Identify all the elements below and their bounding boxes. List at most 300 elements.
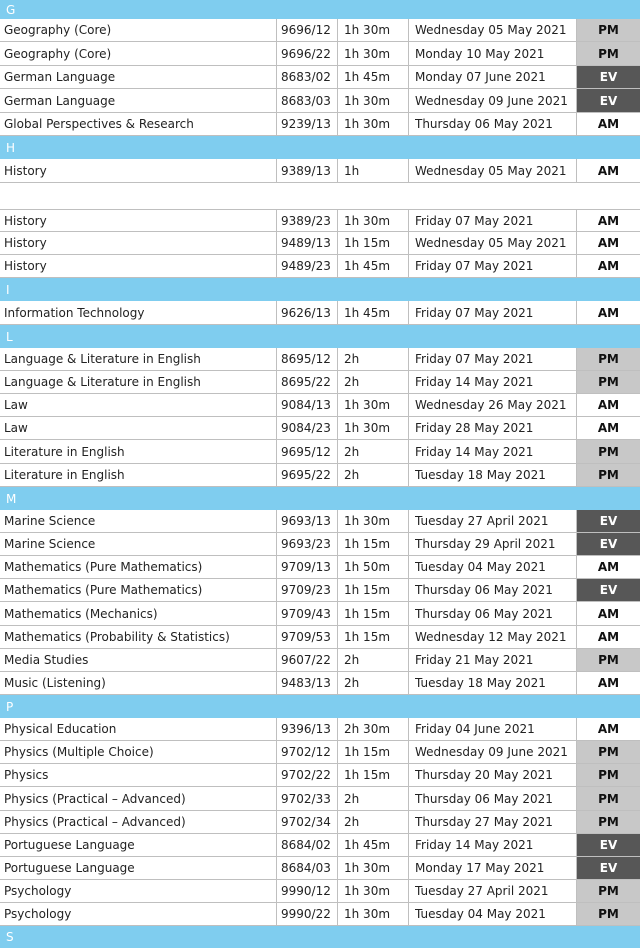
session-badge: PM — [577, 649, 640, 671]
duration-cell: 1h 30m — [344, 213, 391, 228]
date-cell: Thursday 20 May 2021 — [415, 768, 553, 782]
column-divider — [408, 834, 409, 856]
subject-cell: Law — [4, 398, 28, 412]
column-divider — [276, 159, 277, 182]
session-badge: EV — [577, 66, 640, 88]
column-divider — [408, 371, 409, 393]
subject-cell: Media Studies — [4, 653, 89, 667]
subject-cell: Physical Education — [4, 722, 117, 736]
table-row — [0, 764, 640, 787]
column-divider — [337, 880, 338, 902]
subject-cell: Music (Listening) — [4, 676, 106, 690]
column-divider — [337, 857, 338, 879]
duration-cell: 1h 45m — [344, 838, 391, 852]
column-divider — [276, 19, 277, 41]
subject-cell: History — [4, 213, 47, 228]
date-cell: Friday 07 May 2021 — [415, 213, 534, 228]
table-row — [0, 209, 640, 232]
subject-cell: Marine Science — [4, 537, 96, 551]
date-cell: Friday 07 May 2021 — [415, 305, 534, 320]
column-divider — [276, 440, 277, 463]
session-badge: AM — [577, 255, 640, 277]
date-cell: Thursday 06 May 2021 — [415, 606, 553, 621]
code-cell: 9695/12 — [281, 444, 331, 459]
section-header-h — [0, 136, 640, 159]
table-row — [0, 718, 640, 741]
table-row — [0, 903, 640, 926]
column-divider — [276, 811, 277, 833]
column-divider — [337, 903, 338, 925]
code-cell: 9239/13 — [281, 117, 331, 131]
table-row — [0, 787, 640, 811]
column-divider — [408, 19, 409, 41]
table-row — [0, 89, 640, 113]
column-divider — [276, 533, 277, 555]
session-badge: EV — [577, 89, 640, 112]
table-row — [0, 602, 640, 626]
section-header-l — [0, 325, 640, 348]
table-row — [0, 348, 640, 371]
session-badge: AM — [577, 602, 640, 625]
table-row — [0, 464, 640, 487]
table-row — [0, 19, 640, 42]
column-divider — [408, 880, 409, 902]
date-cell: Monday 10 May 2021 — [415, 46, 545, 61]
column-divider — [276, 857, 277, 879]
column-divider — [337, 811, 338, 833]
column-divider — [337, 159, 338, 182]
code-cell: 9607/22 — [281, 653, 331, 667]
subject-cell: German Language — [4, 70, 116, 84]
date-cell: Tuesday 27 April 2021 — [415, 884, 549, 898]
table-row — [0, 649, 640, 672]
duration-cell: 1h 30m — [344, 514, 391, 528]
date-cell: Friday 28 May 2021 — [415, 421, 534, 435]
session-badge: AM — [577, 232, 640, 254]
column-divider — [337, 440, 338, 463]
code-cell: 9702/34 — [281, 815, 331, 829]
column-divider — [408, 113, 409, 135]
subject-cell: Physics (Practical – Advanced) — [4, 791, 186, 806]
table-row — [0, 880, 640, 903]
column-divider — [337, 649, 338, 671]
duration-cell: 1h 50m — [344, 560, 391, 574]
date-cell: Wednesday 12 May 2021 — [415, 630, 567, 644]
subject-cell: Information Technology — [4, 305, 145, 320]
section-letter: L — [6, 329, 13, 344]
subject-cell: Psychology — [4, 907, 72, 921]
session-badge: AM — [577, 113, 640, 135]
subject-cell: Mathematics (Pure Mathematics) — [4, 560, 203, 574]
session-badge: PM — [577, 464, 640, 486]
date-cell: Wednesday 26 May 2021 — [415, 398, 567, 412]
date-cell: Friday 21 May 2021 — [415, 653, 534, 667]
code-cell: 9084/23 — [281, 421, 331, 435]
section-letter: I — [6, 282, 10, 297]
table-row — [0, 66, 640, 89]
duration-cell: 1h 15m — [344, 606, 391, 621]
column-divider — [276, 255, 277, 277]
column-divider — [337, 510, 338, 532]
date-cell: Wednesday 09 June 2021 — [415, 93, 568, 108]
code-cell: 9696/12 — [281, 23, 331, 37]
column-divider — [276, 787, 277, 810]
duration-cell: 1h 30m — [344, 117, 391, 131]
column-divider — [408, 417, 409, 439]
column-divider — [276, 348, 277, 370]
column-divider — [408, 232, 409, 254]
column-divider — [337, 19, 338, 41]
column-divider — [337, 89, 338, 112]
column-divider — [337, 66, 338, 88]
date-cell: Thursday 06 May 2021 — [415, 583, 553, 597]
session-badge: AM — [577, 301, 640, 324]
duration-cell: 1h 45m — [344, 259, 391, 273]
subject-cell: Portuguese Language — [4, 838, 135, 852]
subject-cell: Physics (Practical – Advanced) — [4, 815, 186, 829]
duration-cell: 1h 45m — [344, 70, 391, 84]
column-divider — [408, 301, 409, 324]
column-divider — [408, 159, 409, 182]
column-divider — [276, 113, 277, 135]
code-cell: 9709/23 — [281, 583, 331, 597]
column-divider — [337, 741, 338, 763]
duration-cell: 1h 45m — [344, 305, 391, 320]
session-badge: EV — [577, 857, 640, 879]
date-cell: Tuesday 18 May 2021 — [415, 468, 546, 482]
column-divider — [408, 255, 409, 277]
duration-cell: 1h 30m — [344, 907, 391, 921]
date-cell: Thursday 29 April 2021 — [415, 537, 556, 551]
duration-cell: 1h 15m — [344, 537, 391, 551]
column-divider — [337, 764, 338, 786]
table-row — [0, 159, 640, 183]
subject-cell: Literature in English — [4, 468, 125, 482]
date-cell: Friday 07 May 2021 — [415, 259, 534, 273]
subject-cell: Geography (Core) — [4, 23, 112, 37]
section-letter: M — [6, 491, 17, 506]
session-badge: PM — [577, 348, 640, 370]
column-divider — [276, 510, 277, 532]
subject-cell: Language & Literature in English — [4, 352, 201, 366]
date-cell: Tuesday 18 May 2021 — [415, 676, 546, 690]
code-cell: 9396/13 — [281, 722, 331, 736]
column-divider — [337, 301, 338, 324]
column-divider — [276, 417, 277, 439]
duration-cell: 1h 15m — [344, 745, 391, 759]
table-row — [0, 741, 640, 764]
code-cell: 9693/23 — [281, 537, 331, 551]
date-cell: Friday 14 May 2021 — [415, 375, 534, 389]
column-divider — [337, 533, 338, 555]
subject-cell: Mathematics (Mechanics) — [4, 606, 158, 621]
column-divider — [408, 579, 409, 601]
column-divider — [276, 210, 277, 231]
table-row — [0, 672, 640, 695]
column-divider — [276, 371, 277, 393]
date-cell: Thursday 06 May 2021 — [415, 117, 553, 131]
table-row — [0, 857, 640, 880]
column-divider — [337, 348, 338, 370]
code-cell: 9702/22 — [281, 768, 331, 782]
column-divider — [276, 834, 277, 856]
subject-cell: Psychology — [4, 884, 72, 898]
code-cell: 9990/22 — [281, 907, 331, 921]
session-badge: PM — [577, 811, 640, 833]
code-cell: 9696/22 — [281, 46, 331, 61]
column-divider — [408, 903, 409, 925]
table-row — [0, 113, 640, 136]
duration-cell: 1h — [344, 163, 360, 178]
column-divider — [408, 649, 409, 671]
session-badge: PM — [577, 440, 640, 463]
date-cell: Thursday 27 May 2021 — [415, 815, 553, 829]
column-divider — [408, 626, 409, 648]
column-divider — [337, 464, 338, 486]
session-badge: EV — [577, 834, 640, 856]
session-badge: AM — [577, 626, 640, 648]
column-divider — [408, 764, 409, 786]
code-cell: 9626/13 — [281, 305, 331, 320]
column-divider — [408, 741, 409, 763]
date-cell: Friday 07 May 2021 — [415, 352, 534, 366]
table-row — [0, 394, 640, 417]
column-divider — [276, 394, 277, 416]
code-cell: 8695/12 — [281, 352, 331, 366]
column-divider — [276, 764, 277, 786]
code-cell: 9695/22 — [281, 468, 331, 482]
column-divider — [276, 672, 277, 694]
table-row — [0, 417, 640, 440]
session-badge: PM — [577, 787, 640, 810]
date-cell: Monday 07 June 2021 — [415, 70, 546, 84]
table-row — [0, 579, 640, 602]
code-cell: 9709/13 — [281, 560, 331, 574]
column-divider — [276, 464, 277, 486]
column-divider — [408, 556, 409, 578]
duration-cell: 1h 30m — [344, 884, 391, 898]
column-divider — [408, 440, 409, 463]
session-badge: PM — [577, 741, 640, 763]
column-divider — [408, 210, 409, 231]
duration-cell: 1h 15m — [344, 768, 391, 782]
duration-cell: 1h 15m — [344, 583, 391, 597]
code-cell: 9693/13 — [281, 514, 331, 528]
column-divider — [337, 602, 338, 625]
column-divider — [276, 880, 277, 902]
column-divider — [337, 626, 338, 648]
column-divider — [276, 301, 277, 324]
code-cell: 9702/12 — [281, 745, 331, 759]
table-row — [0, 232, 640, 255]
duration-cell: 1h 15m — [344, 630, 391, 644]
duration-cell: 2h — [344, 468, 360, 482]
session-badge: AM — [577, 159, 640, 182]
subject-cell: Physics — [4, 768, 49, 782]
date-cell: Tuesday 04 May 2021 — [415, 560, 546, 574]
duration-cell: 1h 30m — [344, 861, 391, 875]
column-divider — [337, 556, 338, 578]
section-letter: P — [6, 699, 14, 714]
column-divider — [276, 232, 277, 254]
column-divider — [337, 394, 338, 416]
session-badge: AM — [577, 417, 640, 439]
session-badge: PM — [577, 880, 640, 902]
duration-cell: 2h — [344, 791, 360, 806]
column-divider — [276, 42, 277, 65]
session-badge: PM — [577, 19, 640, 41]
date-cell: Monday 17 May 2021 — [415, 861, 545, 875]
date-cell: Wednesday 05 May 2021 — [415, 163, 567, 178]
column-divider — [276, 556, 277, 578]
section-header-g — [0, 0, 640, 19]
column-divider — [408, 533, 409, 555]
column-divider — [276, 649, 277, 671]
column-divider — [408, 718, 409, 740]
subject-cell: Literature in English — [4, 444, 125, 459]
table-row — [0, 255, 640, 278]
code-cell: 9702/33 — [281, 791, 331, 806]
code-cell: 9489/13 — [281, 236, 331, 250]
column-divider — [337, 113, 338, 135]
table-row — [0, 371, 640, 394]
session-badge: PM — [577, 903, 640, 925]
column-divider — [337, 718, 338, 740]
column-divider — [408, 787, 409, 810]
code-cell: 9990/12 — [281, 884, 331, 898]
subject-cell: German Language — [4, 93, 116, 108]
session-badge: AM — [577, 556, 640, 578]
column-divider — [408, 42, 409, 65]
column-divider — [337, 371, 338, 393]
duration-cell: 2h — [344, 352, 360, 366]
session-badge: PM — [577, 764, 640, 786]
code-cell: 9483/13 — [281, 676, 331, 690]
subject-cell: History — [4, 236, 47, 250]
code-cell: 8683/02 — [281, 70, 331, 84]
table-row — [0, 626, 640, 649]
column-divider — [276, 89, 277, 112]
column-divider — [337, 232, 338, 254]
session-badge: AM — [577, 672, 640, 694]
session-badge: PM — [577, 371, 640, 393]
table-row — [0, 811, 640, 834]
session-badge: EV — [577, 533, 640, 555]
code-cell: 9489/23 — [281, 259, 331, 273]
column-divider — [408, 602, 409, 625]
subject-cell: Mathematics (Probability & Statistics) — [4, 630, 230, 644]
duration-cell: 2h — [344, 444, 360, 459]
column-divider — [337, 787, 338, 810]
column-divider — [276, 579, 277, 601]
code-cell: 8684/02 — [281, 838, 331, 852]
column-divider — [408, 672, 409, 694]
subject-cell: Mathematics (Pure Mathematics) — [4, 583, 203, 597]
duration-cell: 1h 30m — [344, 421, 391, 435]
section-header-p — [0, 695, 640, 718]
table-row — [0, 556, 640, 579]
code-cell: 8684/03 — [281, 861, 331, 875]
duration-cell: 2h — [344, 815, 360, 829]
column-divider — [276, 718, 277, 740]
session-badge: EV — [577, 510, 640, 532]
column-divider — [337, 579, 338, 601]
table-row — [0, 533, 640, 556]
duration-cell: 1h 30m — [344, 46, 391, 61]
date-cell: Wednesday 05 May 2021 — [415, 23, 567, 37]
duration-cell: 1h 30m — [344, 93, 391, 108]
session-badge: EV — [577, 579, 640, 601]
column-divider — [337, 255, 338, 277]
column-divider — [408, 394, 409, 416]
column-divider — [337, 417, 338, 439]
date-cell: Friday 04 June 2021 — [415, 722, 535, 736]
subject-cell: Geography (Core) — [4, 46, 112, 61]
column-divider — [337, 210, 338, 231]
code-cell: 8695/22 — [281, 375, 331, 389]
duration-cell: 2h — [344, 676, 360, 690]
section-letter: H — [6, 140, 16, 155]
column-divider — [276, 626, 277, 648]
duration-cell: 2h — [344, 375, 360, 389]
duration-cell: 1h 30m — [344, 398, 391, 412]
date-cell: Tuesday 04 May 2021 — [415, 907, 546, 921]
column-divider — [276, 741, 277, 763]
column-divider — [337, 42, 338, 65]
subject-cell: Physics (Multiple Choice) — [4, 745, 154, 759]
date-cell: Friday 14 May 2021 — [415, 838, 534, 852]
column-divider — [408, 464, 409, 486]
table-row — [0, 834, 640, 857]
date-cell: Wednesday 09 June 2021 — [415, 745, 568, 759]
column-divider — [276, 66, 277, 88]
duration-cell: 1h 30m — [344, 23, 391, 37]
code-cell: 9709/53 — [281, 630, 331, 644]
table-row — [0, 301, 640, 325]
subject-cell: Language & Literature in English — [4, 375, 201, 389]
subject-cell: Marine Science — [4, 514, 96, 528]
section-letter: S — [6, 930, 14, 944]
column-divider — [408, 857, 409, 879]
subject-cell: Global Perspectives & Research — [4, 117, 194, 131]
session-badge: AM — [577, 718, 640, 740]
column-divider — [408, 89, 409, 112]
subject-cell: History — [4, 163, 47, 178]
section-letter: G — [6, 2, 16, 17]
duration-cell: 2h — [344, 653, 360, 667]
code-cell: 9389/13 — [281, 163, 331, 178]
code-cell: 9084/13 — [281, 398, 331, 412]
subject-cell: History — [4, 259, 47, 273]
duration-cell: 2h 30m — [344, 722, 391, 736]
column-divider — [408, 348, 409, 370]
code-cell: 9389/23 — [281, 213, 331, 228]
date-cell: Tuesday 27 April 2021 — [415, 514, 549, 528]
column-divider — [276, 602, 277, 625]
section-header-m — [0, 487, 640, 510]
subject-cell: Portuguese Language — [4, 861, 135, 875]
table-row — [0, 510, 640, 533]
table-row — [0, 440, 640, 464]
session-badge: PM — [577, 42, 640, 65]
code-cell: 9709/43 — [281, 606, 331, 621]
column-divider — [408, 510, 409, 532]
date-cell: Wednesday 05 May 2021 — [415, 236, 567, 250]
date-cell: Thursday 06 May 2021 — [415, 791, 553, 806]
column-divider — [276, 903, 277, 925]
subject-cell: Law — [4, 421, 28, 435]
session-badge: AM — [577, 210, 640, 231]
